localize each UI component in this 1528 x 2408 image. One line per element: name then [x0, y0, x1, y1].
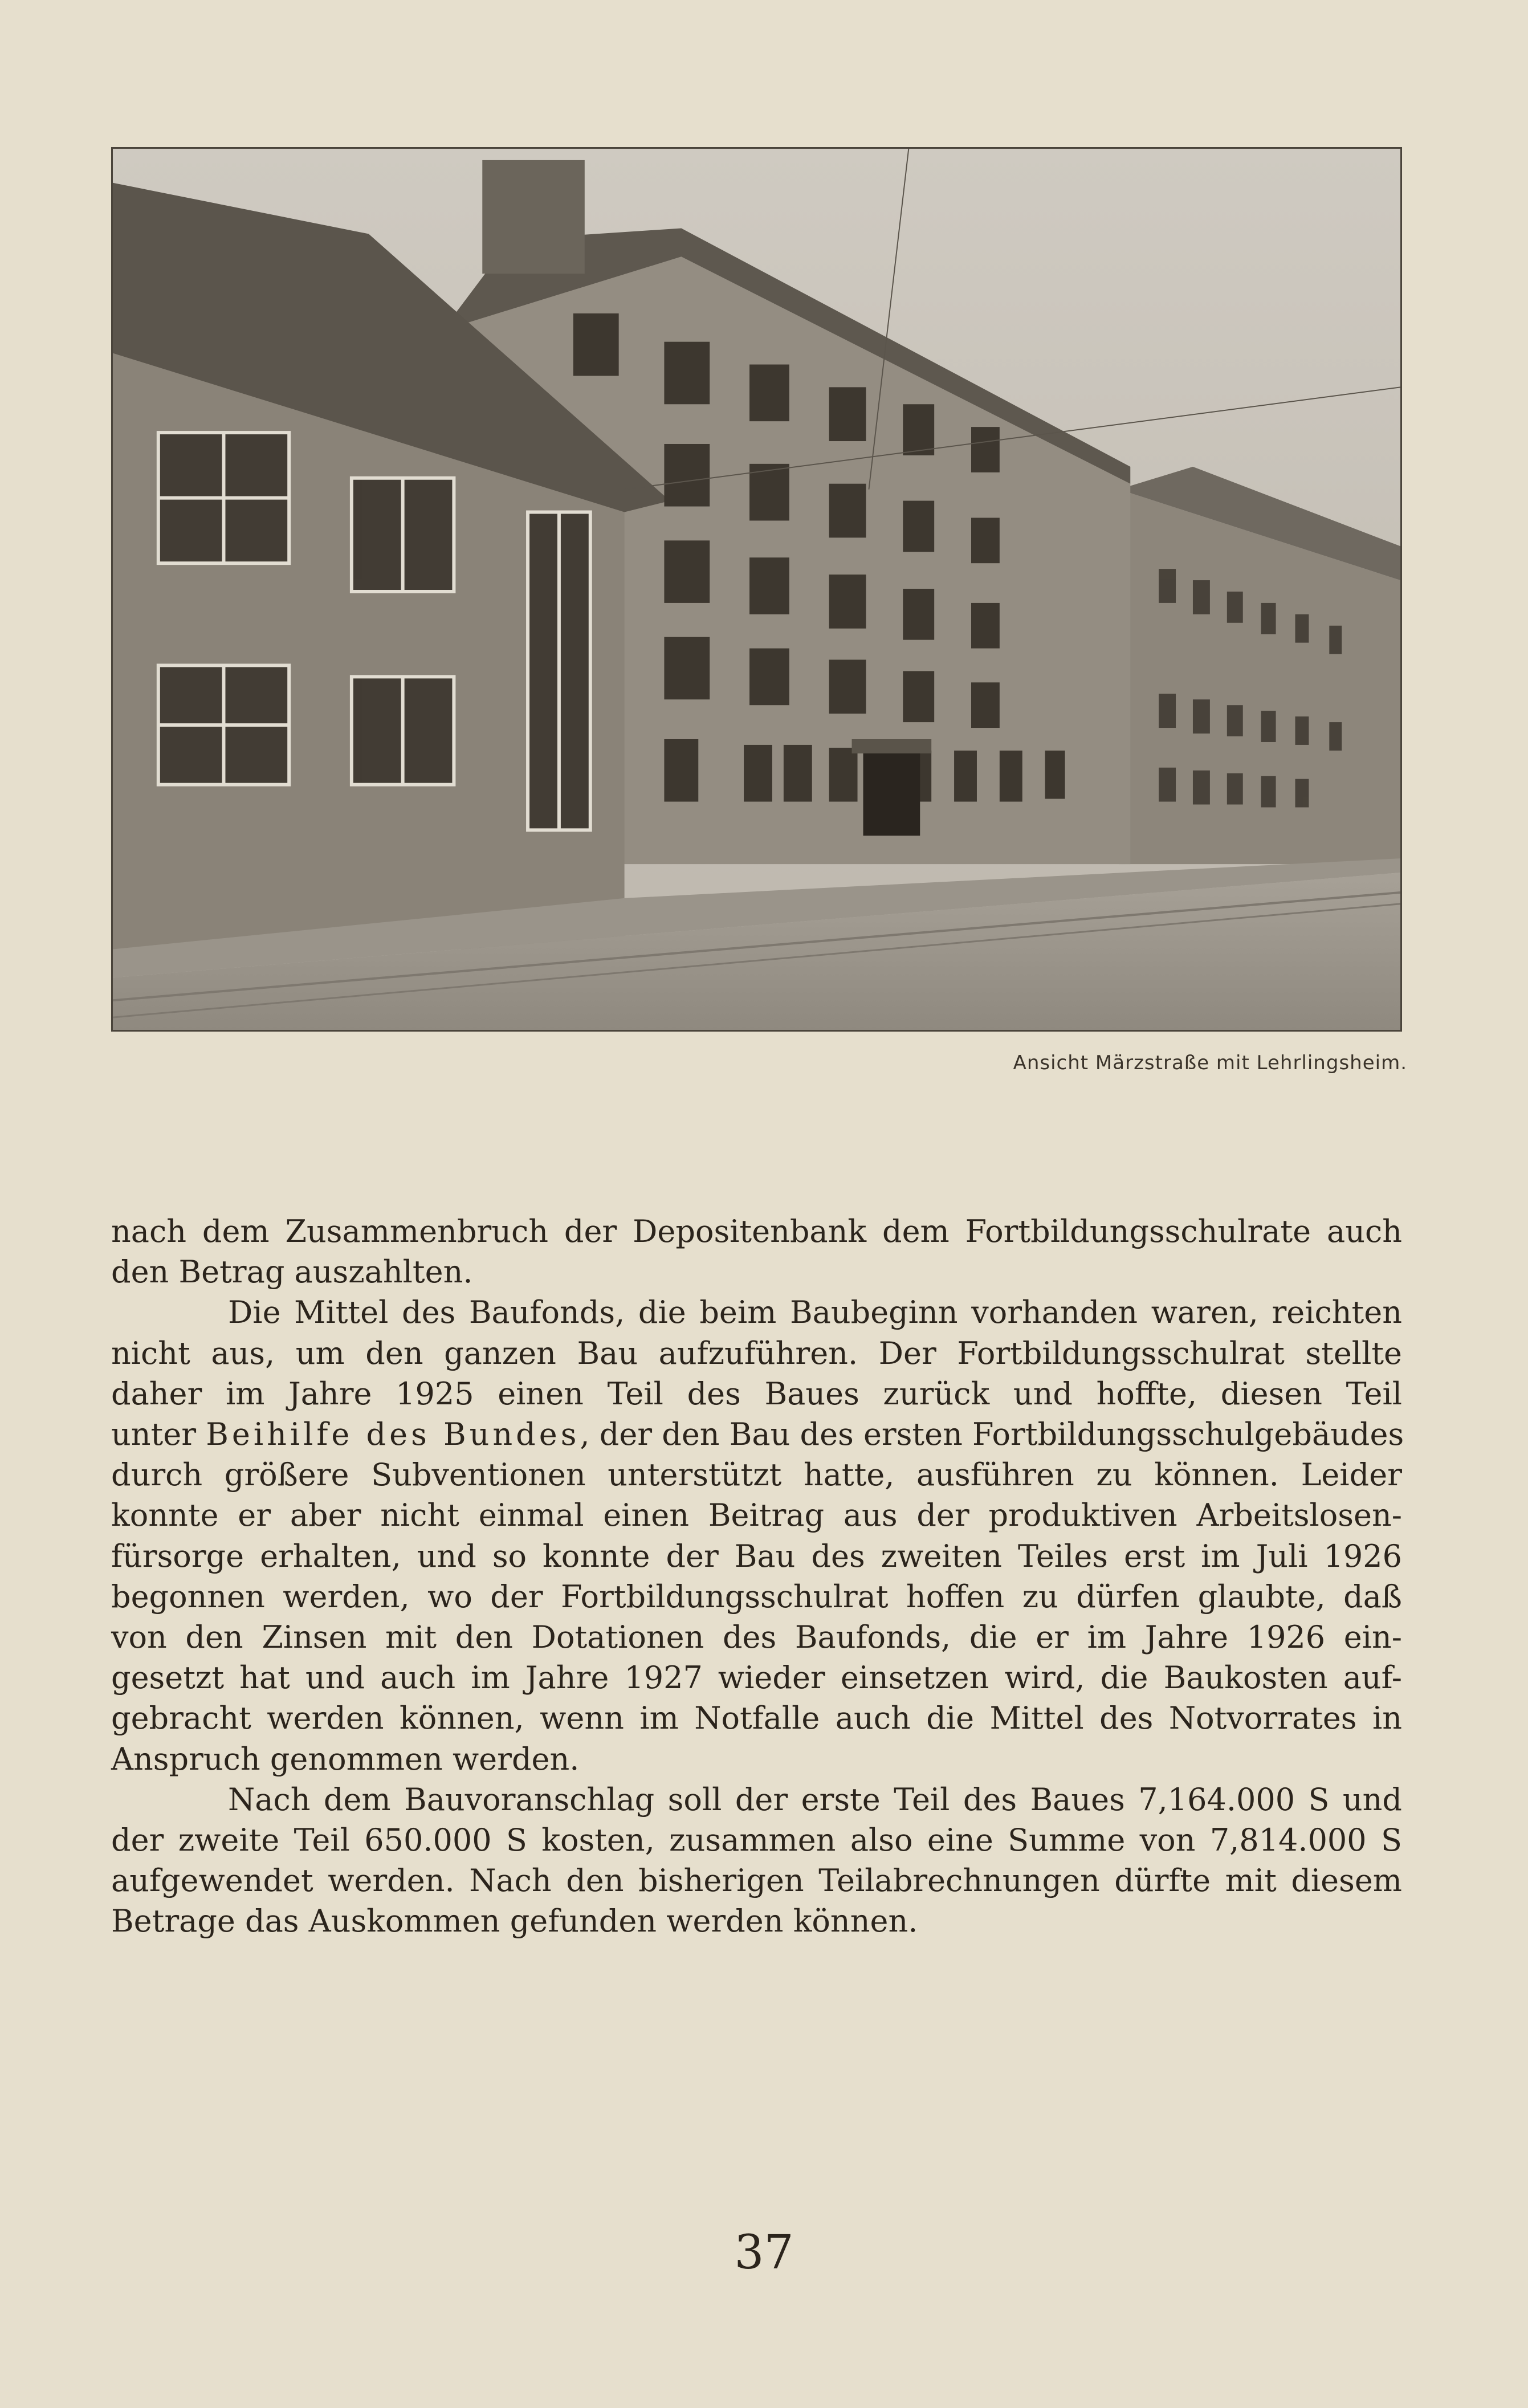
text-line: fürsorge erhalten, und so konnte der Bau des zweiten Teiles erst im Juli 1926 — [111, 1538, 1402, 1574]
text-line: Die Mittel des Baufonds, die beim Baubeginn vorhanden waren, reichten — [228, 1294, 1402, 1331]
text-line: gebracht werden können, wenn im Notfalle auch die Mittel des Notvorrates in — [111, 1700, 1402, 1737]
text-line: Nach dem Bauvoranschlag soll der erste Teil des Baues 7,164.000 S und — [228, 1781, 1402, 1818]
text-line: von den Zinsen mit den Dotationen des Baufonds, die er im Jahre 1926 ein- — [111, 1619, 1402, 1656]
text-line: der zweite Teil 650.000 S kosten, zusammen also eine Summe von 7,814.000 S — [111, 1822, 1402, 1859]
text-fragment: unter — [111, 1416, 197, 1453]
text-line: Betrage das Auskommen gefunden werden können. — [111, 1903, 918, 1940]
text-line: Anspruch genommen werden. — [111, 1741, 580, 1777]
text-line: den Betrag auszahlten. — [111, 1254, 473, 1290]
building-photograph — [111, 147, 1402, 1032]
body-text — [111, 1211, 1402, 1942]
photo-caption: Ansicht Märzstraße mit Lehrlingsheim. — [1013, 1052, 1407, 1074]
text-fragment: , der den Bau des ersten Fortbildungsschulgebäudes — [580, 1416, 1404, 1453]
text-line-composite — [111, 1414, 1402, 1454]
photo-illustration — [113, 149, 1400, 1030]
text-line: daher im Jahre 1925 einen Teil des Baues zurück und hoffte, diesen Teil — [111, 1375, 1402, 1412]
page-number: 37 — [734, 2226, 794, 2280]
text-line: konnte er aber nicht einmal einen Beitrag aus der produktiven Arbeitslosen- — [111, 1497, 1402, 1534]
text-line: durch größere Subventionen unterstützt hatte, ausführen zu können. Leider — [111, 1457, 1402, 1493]
text-line: nach dem Zusammenbruch der Depositenbank dem Fortbildungsschulrate auch — [111, 1213, 1402, 1249]
emphasized-text: Beihilfe des Bundes — [206, 1416, 580, 1453]
text-line: begonnen werden, wo der Fortbildungsschulrat hoffen zu dürfen glaubte, daß — [111, 1578, 1402, 1615]
text-line: nicht aus, um den ganzen Bau aufzuführen. Der Fortbildungsschulrat stellte — [111, 1335, 1402, 1371]
text-line: gesetzt hat und auch im Jahre 1927 wieder einsetzen wird, die Baukosten auf- — [111, 1660, 1402, 1696]
text-line: aufgewendet werden. Nach den bisherigen Teilabrechnungen dürfte mit diesem — [111, 1863, 1402, 1899]
